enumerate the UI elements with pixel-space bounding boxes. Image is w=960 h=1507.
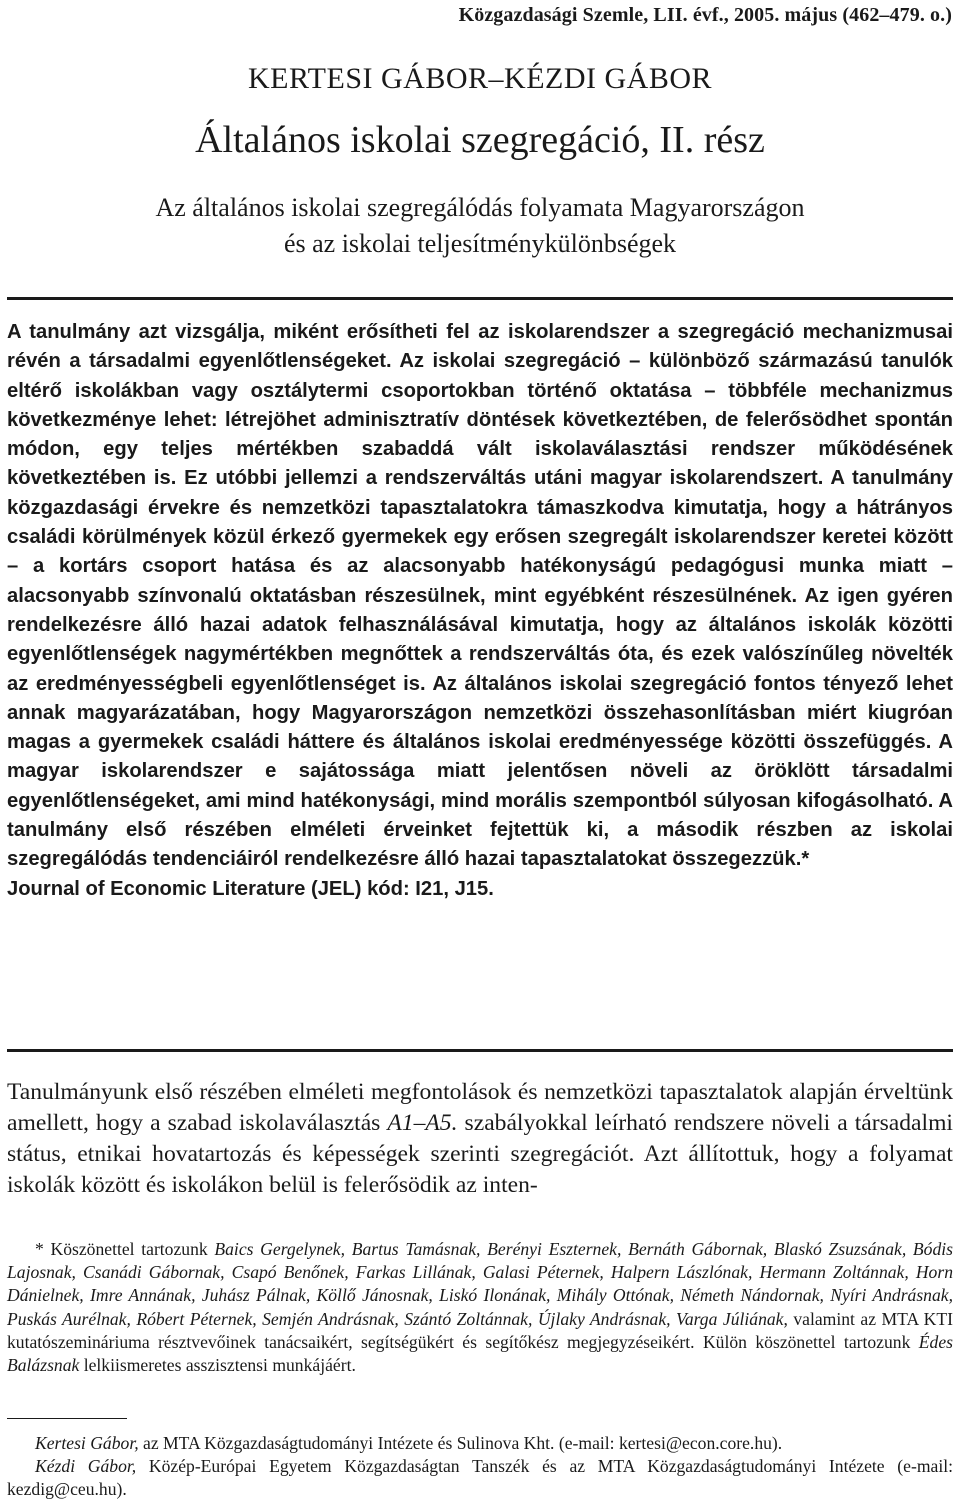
author-affiliations — [7, 1432, 953, 1502]
abstract — [7, 318, 953, 904]
body-paragraph — [7, 1077, 953, 1201]
body-paragraph-text — [7, 1077, 953, 1201]
body-rule-reference: A1–A5. — [387, 1110, 458, 1136]
article-subtitle — [0, 190, 960, 262]
subtitle-line-1: Az általános iskolai szegregálódás folyamata Magyarországon — [155, 193, 805, 222]
affiliation-name-kertesi: Kertesi Gábor, — [35, 1433, 139, 1453]
abstract-bottom-rule — [7, 1049, 953, 1052]
footnote-lead: * Köszönettel tartozunk — [35, 1239, 215, 1259]
article-title: Általános iskolai szegregáció, II. rész — [195, 119, 765, 161]
body-text-part-2: szabályokkal leírható rendszere növeli a társadalmi státus, etnikai hovatartozás és képességek szerinti szegregációt. Azt állítottuk, hogy a folyamat iskolák között és iskolákon belül is felerősödik az inten- — [7, 1110, 953, 1198]
abstract-top-rule — [7, 297, 953, 300]
affiliation-text-kertesi: az MTA Közgazdaságtudományi Intézete és Sulinova Kht. (e-mail: kertesi@econ.core.hu). — [138, 1433, 783, 1453]
affiliation-kertesi — [7, 1432, 953, 1455]
footnote-middle: , valamint az MTA KTI kutatószemináriuma résztvevőinek tanácsaikért, segítségükért és segítőkész megjegyzéseikért. Külön köszönettel tartozunk — [7, 1308, 953, 1352]
affiliation-separator — [7, 1418, 127, 1419]
journal-citation: Közgazdasági Szemle, LII. évf., 2005. május (462–479. o.) — [458, 4, 952, 26]
footnote-text — [7, 1238, 953, 1377]
footnote-assistant: Édes Balázsnak — [7, 1331, 953, 1376]
footnote-tail: lelkiismeretes asszisztensi munkájáért. — [79, 1355, 356, 1376]
body-text-part-1: Tanulmányunk első részében elméleti megfontolások és nemzetközi tapasztalatok alapján érveltünk amellett, hogy a szabad iskolaválasztás — [7, 1079, 953, 1136]
abstract-text: A tanulmány azt vizsgálja, miként erősítheti fel az iskolarendszer a szegregáció mechanizmusai révén a társadalmi egyenlőtlenségeket. Az iskolai szegregáció – különböző származású tanulók eltérő iskolákban vagy osztálytermi csoportokban történő oktatása – többféle mechanizmus következménye lehet: létrejöhet adminisztratív döntések következtében, de felerősödhet spontán módon, egy teljes mértékben szabaddá vált iskolaválasztási rendszer működésének következtében is. Ez utóbbi jellemzi a rendszerváltás utáni magyar iskolarendszert. A tanulmány közgazdasági érvekre és nemzetközi tapasztalatokra támaszkodva kimutatja, hogy a hátrányos családi körülmények közül érkező gyermekek egy erősen szegregált iskolarendszer keretei között – a kortárs csoport hatása és az alacsonyabb hatékonyságú pedagógusi munka miatt – alacsonyabb színvonalú oktatásban részesülnek, mint egyébként részesülnének. Az igen gyéren rendelkezésre álló hazai adatok felhasználásával kimutatja, hogy az általános iskolák közötti egyenlőtlenségek nagymértékben megnőttek a rendszerváltás óta, és ezek valószínűleg növelték az eredményességbeli egyenlőtlenséget is. Az általános iskolai szegregáció fontos tényező lehet annak magyarázatában, hogy Magyarországon nemzetközi összehasonlításban miért kiugróan magas a gyermekek családi háttere és általános iskolai eredményessége közötti összefüggés. A magyar iskolarendszer e sajátossága miatt jelentősen növeli az öröklött társadalmi egyenlőtlenségeket, ami mind hatékonysági, mind morális szempontból súlyosan kifogásolható. A tanulmány első részében elméleti érveinket fejtettük ki, a második részben az iskolai szegregálódás tendenciáiról rendelkezésre álló hazai tapasztalatokat összegezzük.* — [7, 321, 953, 871]
affiliation-name-kezdi: Kézdi Gábor, — [35, 1456, 137, 1477]
article-authors: KERTESI GÁBOR–KÉZDI GÁBOR — [247, 62, 713, 95]
affiliation-text-kezdi: Közép-Európai Egyetem Közgazdaságtan Tanszék és az MTA Közgazdaságtudományi Intézete (e-mail: kezdig@ceu.hu). — [7, 1456, 953, 1500]
footnote-names: Baics Gergelynek, Bartus Tamásnak, Berényi Eszternek, Bernáth Gábornak, Blaskó Zsuzsának, Bódis Lajosnak, Csanádi Gábornak, Csapó Benőnek, Farkas Lillának, Galasi Péternek, Halpern Lászlónak, Hermann Zoltánnak, Horn Dánielnek, Imre Annának, Juhász Pálnak, Köllő Jánosnak, Liskó Ilonának, Mihály Ottónak, Németh Nándornak, Nyíri Andrásnak, Puskás Aurélnak, Róbert Péternek, Semjén Andrásnak, Szántó Zoltánnak, Újlaky Andrásnak, Varga Júliának — [7, 1239, 953, 1329]
jel-codes: Journal of Economic Literature (JEL) kód: I21, J15. — [7, 877, 494, 900]
subtitle-line-2: és az iskolai teljesítménykülönbségek — [283, 229, 677, 258]
acknowledgement-footnote — [7, 1238, 953, 1377]
affiliation-kezdi — [7, 1455, 953, 1501]
